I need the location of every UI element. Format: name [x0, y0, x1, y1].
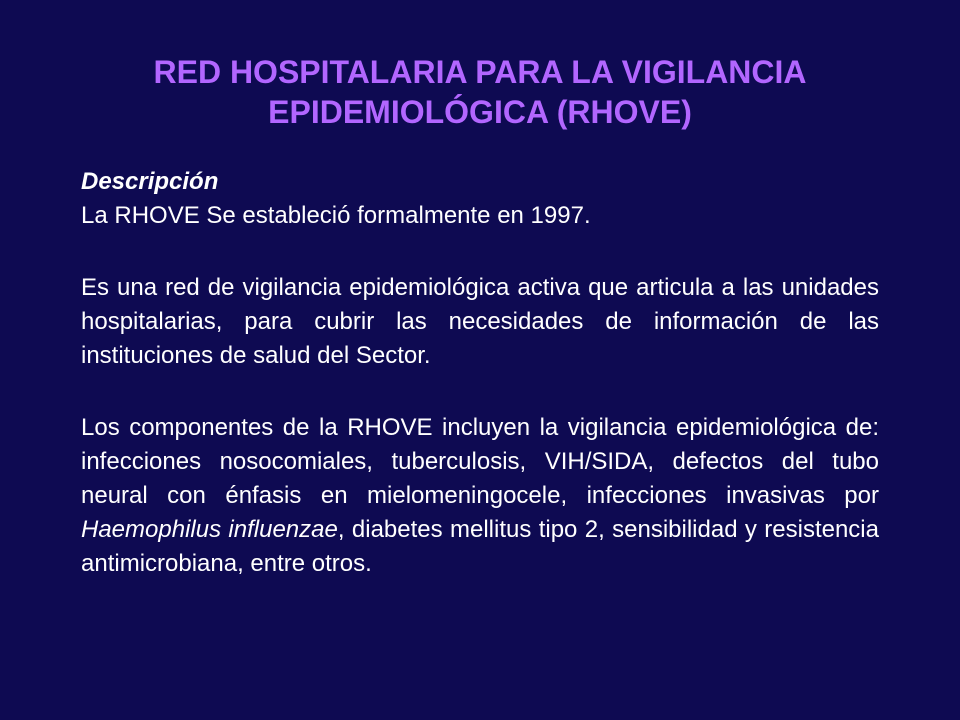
components-paragraph — [81, 411, 879, 581]
components-text-part-2: , diabetes mellitus tipo 2, sensibilidad y resistencia antimicrobiana, entre otros. — [81, 516, 879, 577]
slide-title — [80, 52, 880, 132]
spacer — [81, 373, 879, 411]
components-text-part-1: Los componentes de la RHOVE incluyen la vigilancia epidemiológica de: infecciones nosocomiales, tuberculosis, VIH/SIDA, defectos del tubo neural con énfasis en mielomeningocele, infecciones invasivas por — [81, 414, 879, 509]
title-line-1: RED HOSPITALARIA PARA LA VIGILANCIA — [153, 54, 807, 90]
description-paragraph: Es una red de vigilancia epidemiológica activa que articula a las unidades hospitalarias, para cubrir las necesidades de información de las instituciones de salud del Sector. — [81, 274, 879, 369]
title-line-2: EPIDEMIOLÓGICA (RHOVE) — [268, 94, 692, 130]
spacer — [81, 233, 879, 271]
established-text: La RHOVE Se estableció formalmente en 1997. — [81, 202, 591, 229]
section-heading: Descripción — [81, 168, 219, 195]
slide-body — [81, 165, 879, 581]
species-name: Haemophilus influenzae — [81, 516, 338, 543]
